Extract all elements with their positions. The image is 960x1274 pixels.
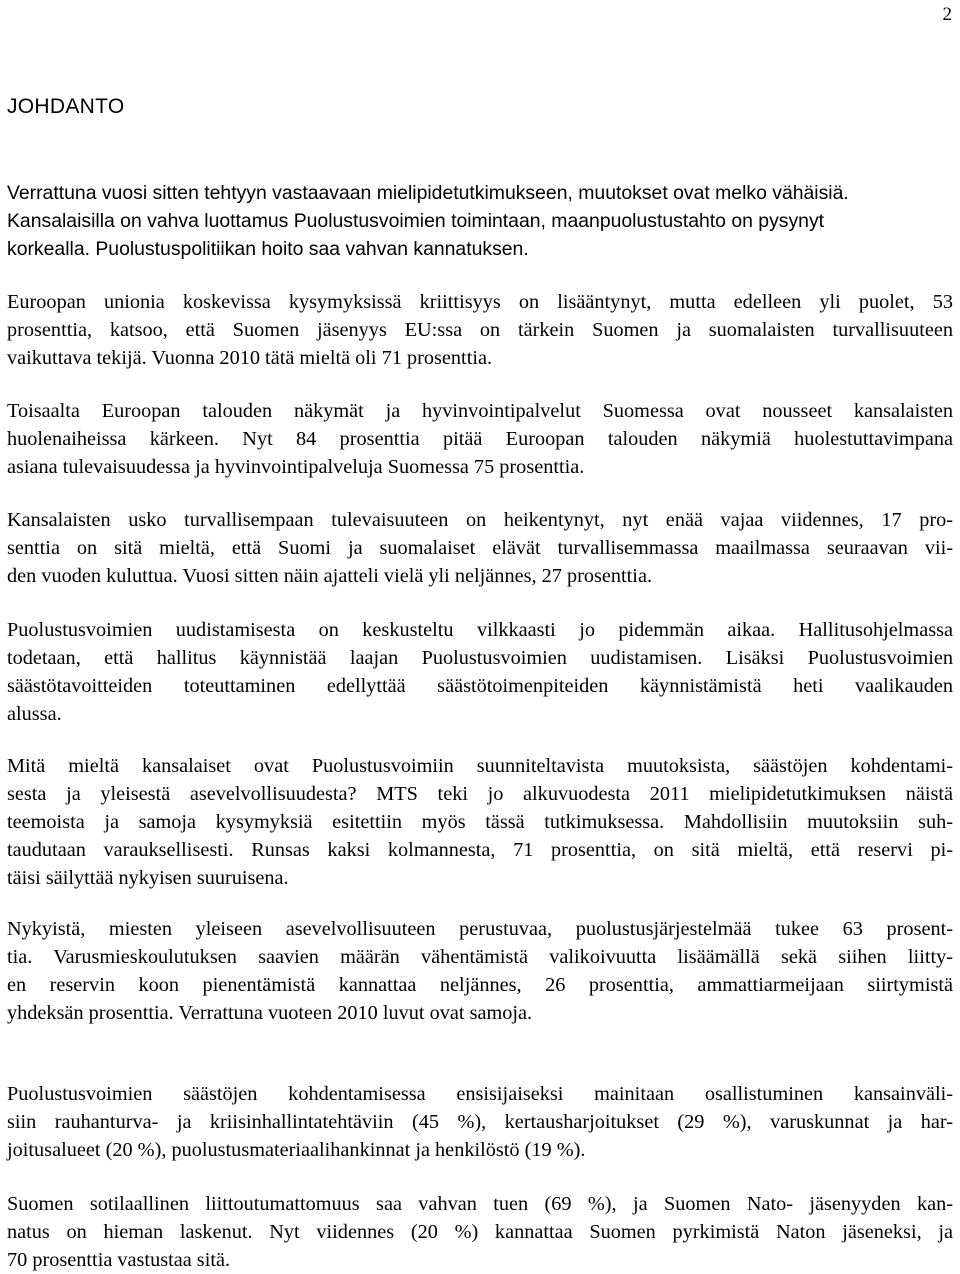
paragraph-line: yhdeksän prosenttia. Verrattuna vuoteen 2010 luvut ovat samoja.: [7, 1002, 533, 1024]
paragraph-line: Kansalaisten usko turvallisempaan tulevaisuuteen on heikentynyt, nyt enää vajaa viidennes, 17 pro-: [7, 509, 953, 531]
paragraph-line: Toisaalta Euroopan talouden näkymät ja hyvinvointipalvelut Suomessa ovat nousseet kansalaisten: [7, 400, 953, 422]
paragraph-line: Mitä mieltä kansalaiset ovat Puolustusvoimiin suunniteltavista muutoksista, säästöjen kohdentami-: [7, 755, 953, 777]
paragraph-nato: [7, 1190, 953, 1274]
paragraph-line: huolenaiheissa kärkeen. Nyt 84 prosenttia pitää Euroopan talouden näkymiä huolestuttavimpana: [7, 428, 953, 450]
paragraph-line: teemoista ja samoja kysymyksiä esitettiin myös tässä tutkimuksessa. Mahdollisiin muutoksiin suh-: [7, 811, 953, 833]
paragraph-conscription: [7, 915, 953, 1027]
paragraph-line: vaikuttava tekijä. Vuonna 2010 tätä mieltä oli 71 prosenttia.: [7, 347, 493, 369]
paragraph-line: sesta ja yleisestä asevelvollisuudesta? MTS teki jo alkuvuodesta 2011 mielipidetutkimuksen näistä: [7, 783, 953, 805]
intro-paragraph: [7, 179, 947, 263]
paragraph-line: joitusalueet (20 %), puolustusmateriaalihankinnat ja henkilöstö (19 %).: [7, 1139, 586, 1161]
intro-line: korkealla. Puolustuspolitiikan hoito saa vahvan kannatuksen.: [7, 238, 529, 260]
paragraph-line: siin rauhanturva- ja kriisinhallintatehtäviin (45 %), kertausharjoitukset (29 %), varuskunnat ja har-: [7, 1111, 953, 1133]
paragraph-line: Puolustusvoimien säästöjen kohdentamisessa ensisijaiseksi mainitaan osallistuminen kansainväli-: [7, 1083, 953, 1105]
intro-line: Kansalaisilla on vahva luottamus Puolustusvoimien toimintaan, maanpuolustustahto on pysynyt: [7, 210, 825, 232]
section-heading: JOHDANTO: [7, 95, 125, 118]
paragraph-line: en reservin koon pienentämistä kannattaa neljännes, 26 prosenttia, ammattiarmeijaan siirtymistä: [7, 974, 953, 996]
paragraph-line: prosenttia, katsoo, että Suomen jäsenyys EU:ssa on tärkein Suomen ja suomalaisten turvallisuuteen: [7, 319, 953, 341]
page-number: 2: [942, 4, 952, 25]
paragraph-line: Suomen sotilaallinen liittoutumattomuus saa vahvan tuen (69 %), ja Suomen Nato- jäsenyyden kan-: [7, 1193, 953, 1215]
paragraph-line: täisi säilyttää nykyisen suuruisena.: [7, 867, 289, 889]
paragraph-line: asiana tulevaisuudessa ja hyvinvointipalveluja Suomessa 75 prosenttia.: [7, 456, 585, 478]
paragraph-line: Nykyistä, miesten yleiseen asevelvollisuuteen perustuvaa, puolustusjärjestelmää tukee 63 prosent-: [7, 918, 953, 940]
paragraph-economy: [7, 397, 953, 481]
paragraph-line: tia. Varusmieskoulutuksen saavien määrän vähentämistä valikoivuutta lisäämällä sekä siihen liitty-: [7, 946, 953, 968]
paragraph-savings: [7, 1080, 953, 1164]
paragraph-line: den vuoden kuluttua. Vuosi sitten näin ajatteli vielä yli neljännes, 27 prosenttia.: [7, 565, 653, 587]
intro-line: Verrattuna vuosi sitten tehtyyn vastaavaan mielipidetutkimukseen, muutokset ovat melko vähäisiä.: [7, 182, 849, 204]
paragraph-line: Puolustusvoimien uudistamisesta on keskusteltu vilkkaasti jo pidemmän aikaa. Hallitusohjelmassa: [7, 619, 953, 641]
paragraph-line: alussa.: [7, 703, 62, 725]
paragraph-line: 70 prosenttia vastustaa sitä.: [7, 1249, 231, 1271]
paragraph-line: natus on hieman laskenut. Nyt viidennes (20 %) kannattaa Suomen pyrkimistä Naton jäseneksi, ja: [7, 1221, 953, 1243]
paragraph-eu: [7, 288, 953, 372]
paragraph-line: senttia on sitä mieltä, että Suomi ja suomalaiset elävät turvallisemmassa maailmassa seuraavan vii-: [7, 537, 953, 559]
paragraph-future-security: [7, 506, 953, 590]
paragraph-line: säästötavoitteiden toteuttaminen edellyttää säästötoimenpiteiden käynnistämistä heti vaalikauden: [7, 675, 953, 697]
paragraph-line: Euroopan unionia koskevissa kysymyksissä kriittisyys on lisääntynyt, mutta edelleen yli puolet, 53: [7, 291, 953, 313]
paragraph-line: taudutaan varauksellisesti. Runsas kaksi kolmannesta, 71 prosenttia, on sitä mieltä, että reservi pi-: [7, 839, 953, 861]
paragraph-reform: [7, 616, 953, 728]
paragraph-opinions: [7, 752, 953, 892]
paragraph-line: todetaan, että hallitus käynnistää laajan Puolustusvoimien uudistamisen. Lisäksi Puolustusvoimien: [7, 647, 953, 669]
